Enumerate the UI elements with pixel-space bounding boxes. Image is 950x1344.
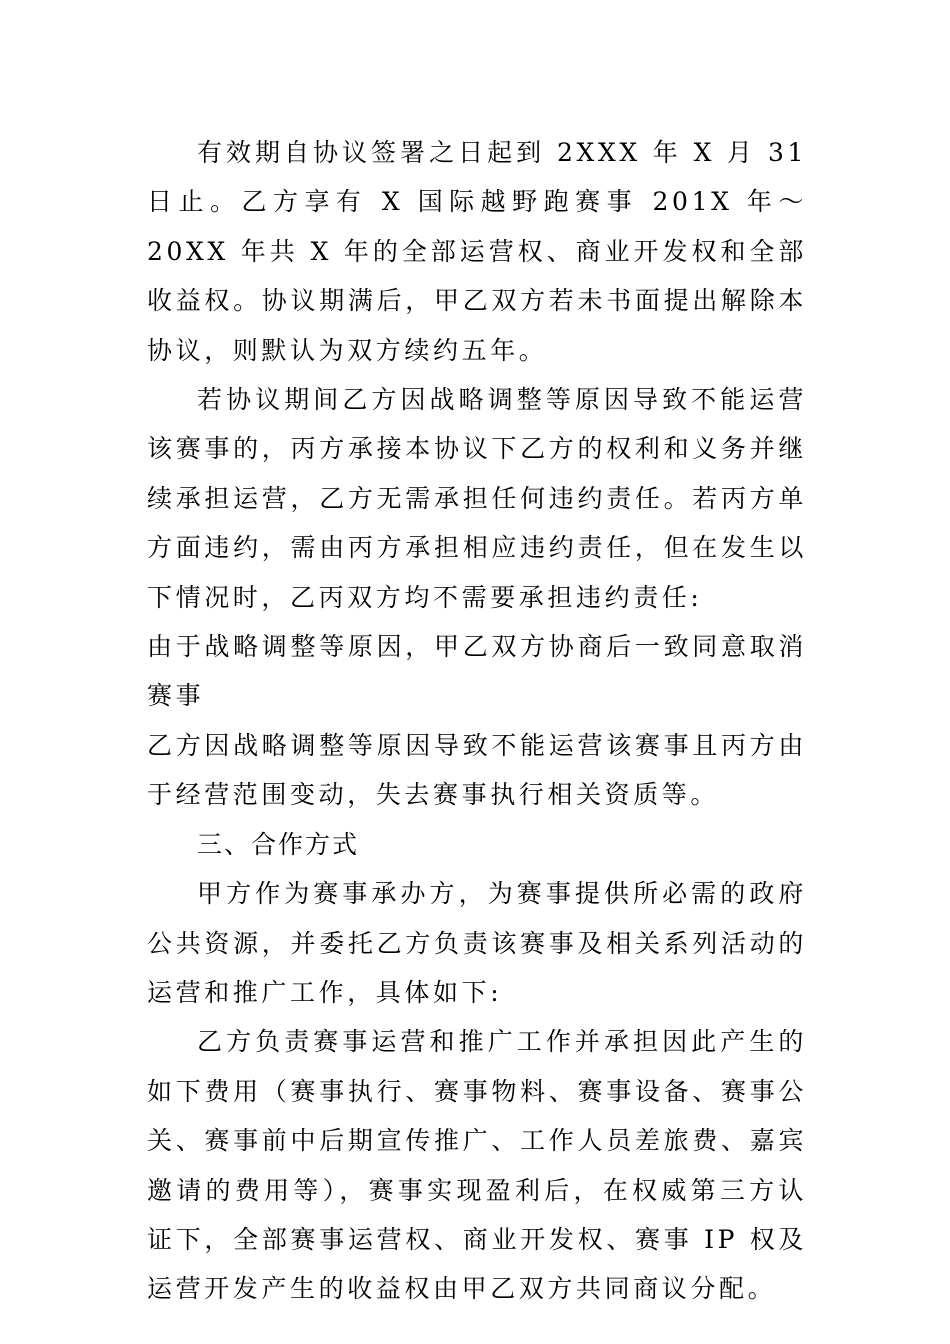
- paragraph-validity: 有效期自协议签署之日起到 2XXX 年 X 月 31 日止。乙方享有 X 国际越野跑赛事 201X 年～20XX 年共 X 年的全部运营权、商业开发权和全部收益权。协议期满后，甲乙双方若未书面提出解除本协议，则默认为双方续约五年。: [147, 138, 807, 365]
- paragraph-cooperation-intro: 甲方作为赛事承办方，为赛事提供所必需的政府公共资源，并委托乙方负责该赛事及相关系列活动的运营和推广工作，具体如下:: [147, 879, 807, 1007]
- paragraph-cooperation-detail: 乙方负责赛事运营和推广工作并承担因此产生的如下费用（赛事执行、赛事物料、赛事设备、赛事公关、赛事前中后期宣传推广、工作人员差旅费、嘉宾邀请的费用等），赛事实现盈利后，在权威第三方认证下，全部赛事运营权、商业开发权、赛事 IP 权及运营开发产生的收益权由甲乙双方共同商议分配。: [147, 1027, 807, 1304]
- section-heading-cooperation: 三、合作方式: [197, 829, 360, 859]
- paragraph-transfer: 若协议期间乙方因战略调整等原因导致不能运营该赛事的，丙方承接本协议下乙方的权利和义务并继续承担运营，乙方无需承担任何违约责任。若丙方单方面违约，需由丙方承担相应违约责任，但在发生以下情况时，乙丙双方均不需要承担违约责任:: [147, 385, 807, 612]
- document-body: [147, 128, 807, 1314]
- paragraph-case-2: 乙方因战略调整等原因导致不能运营该赛事且丙方由于经营范围变动，失去赛事执行相关资质等。: [147, 730, 807, 810]
- paragraph-case-1: 由于战略调整等原因，甲乙双方协商后一致同意取消赛事: [147, 632, 807, 711]
